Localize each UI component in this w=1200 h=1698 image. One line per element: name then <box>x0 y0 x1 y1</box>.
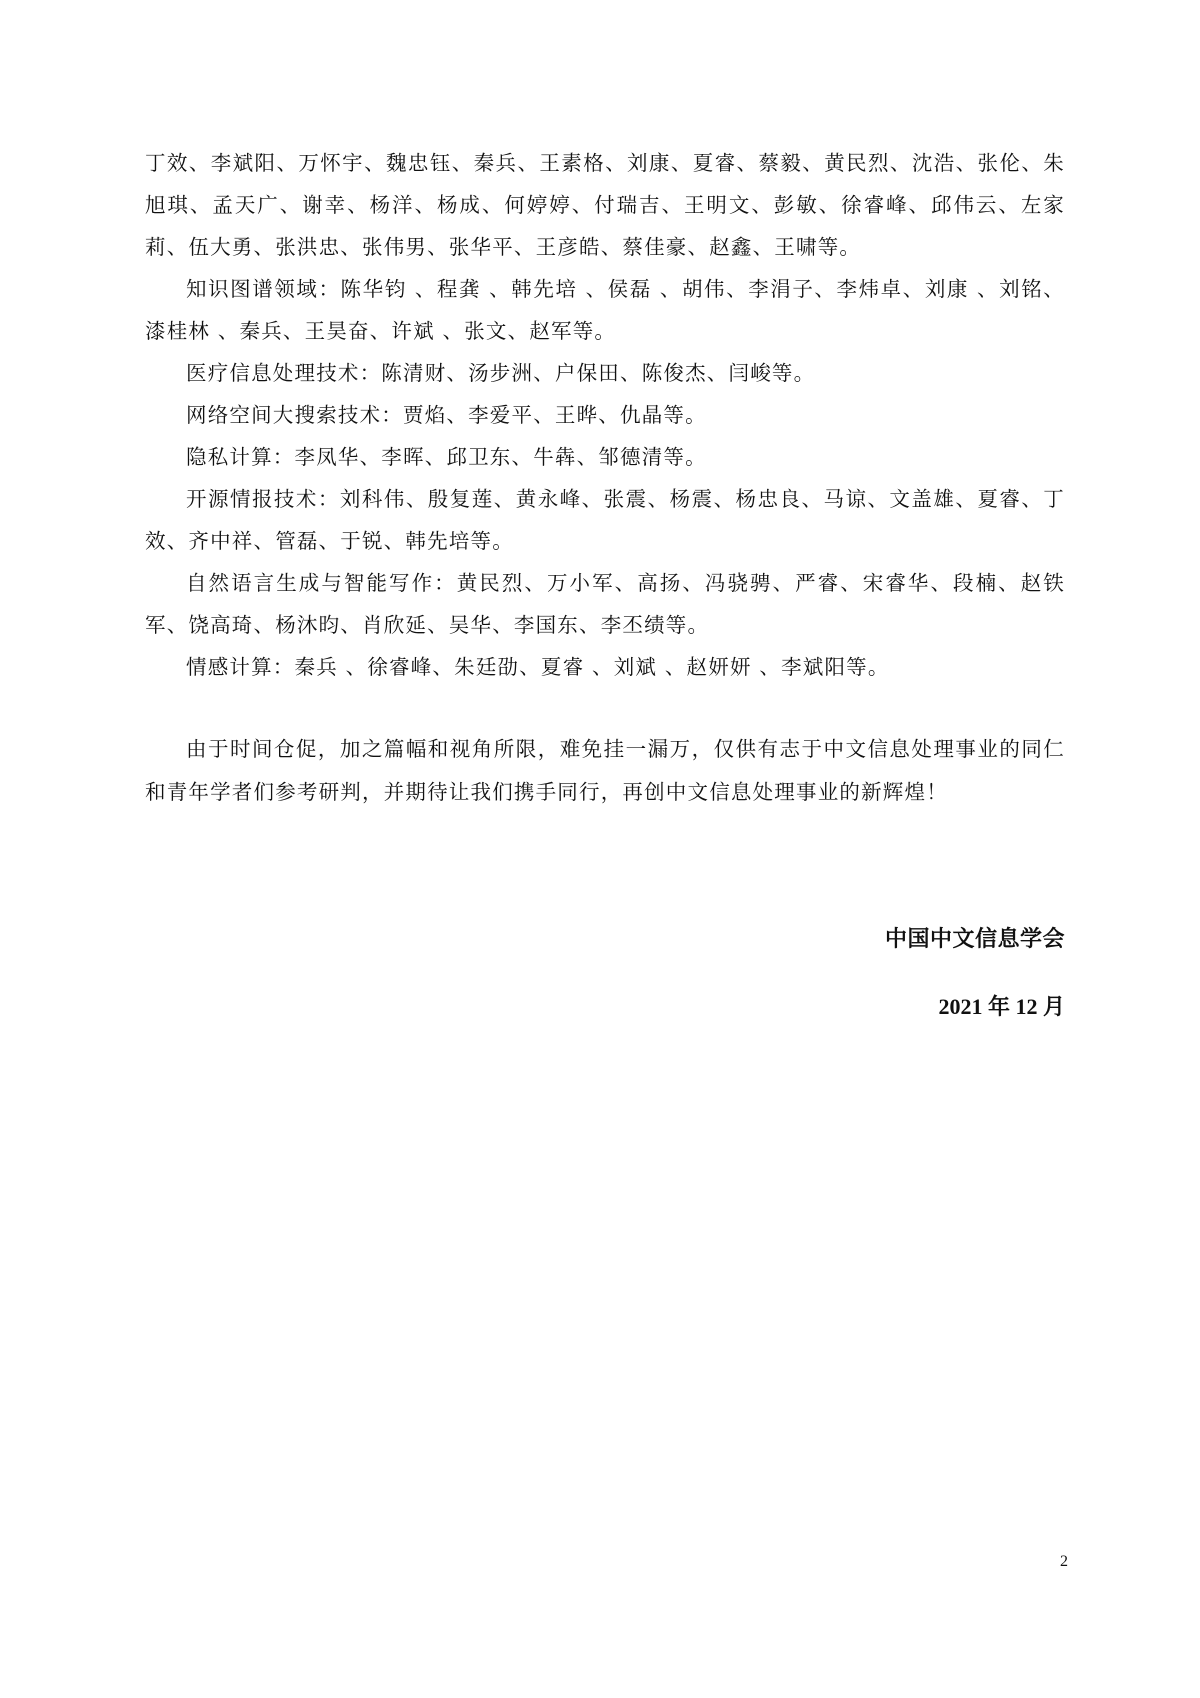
page-number: 2 <box>1060 1553 1068 1570</box>
signature-date: 2021 年 12 月 <box>938 994 1065 1019</box>
researcher-list <box>145 142 1065 688</box>
paragraph-continued-names: 丁效、李斌阳、万怀宇、魏忠钰、秦兵、王素格、刘康、夏睿、蔡毅、黄民烈、沈浩、张伦、朱旭琪、孟天广、谢幸、杨洋、杨成、何婷婷、付瑞吉、王明文、彭敏、徐睿峰、邱伟云、左家莉、伍大勇、张洪忠、张伟男、张华平、王彦皓、蔡佳豪、赵鑫、王啸等。 <box>145 151 1065 259</box>
paragraph-knowledge-graph: 知识图谱领域：陈华钧 、程龚 、韩先培 、侯磊 、胡伟、李涓子、李炜卓、刘康 、刘铭、漆桂林 、秦兵、王昊奋、许斌 、张文、赵军等。 <box>145 277 1065 343</box>
paragraph-open-source-intel: 开源情报技术：刘科伟、殷复莲、黄永峰、张震、杨震、杨忠良、马谅、文盖雄、夏睿、丁效、齐中祥、管磊、于锐、韩先培等。 <box>145 487 1065 553</box>
paragraph-affective-computing: 情感计算：秦兵 、徐睿峰、朱廷劭、夏睿 、刘斌 、赵妍妍 、李斌阳等。 <box>186 655 890 679</box>
paragraph-cyberspace-search: 网络空间大搜索技术：贾焰、李爱平、王晔、仇晶等。 <box>186 403 707 427</box>
paragraph-medical-info: 医疗信息处理技术：陈清财、汤步洲、户保田、陈俊杰、闫峻等。 <box>186 361 816 385</box>
closing-paragraph: 由于时间仓促，加之篇幅和视角所限，难免挂一漏万，仅供有志于中文信息处理事业的同仁和青年学者们参考研判，并期待让我们携手同行，再创中文信息处理事业的新辉煌！ <box>145 737 1065 804</box>
signature-organization: 中国中文信息学会 <box>884 927 1065 952</box>
paragraph-nlg-writing: 自然语言生成与智能写作：黄民烈、万小军、高扬、冯骁骋、严睿、宋睿华、段楠、赵铁军、饶高琦、杨沐昀、肖欣延、吴华、李国东、李丕绩等。 <box>145 571 1065 637</box>
paragraph-privacy-computing: 隐私计算：李凤华、李晖、邱卫东、牛犇、邹德清等。 <box>186 445 707 469</box>
